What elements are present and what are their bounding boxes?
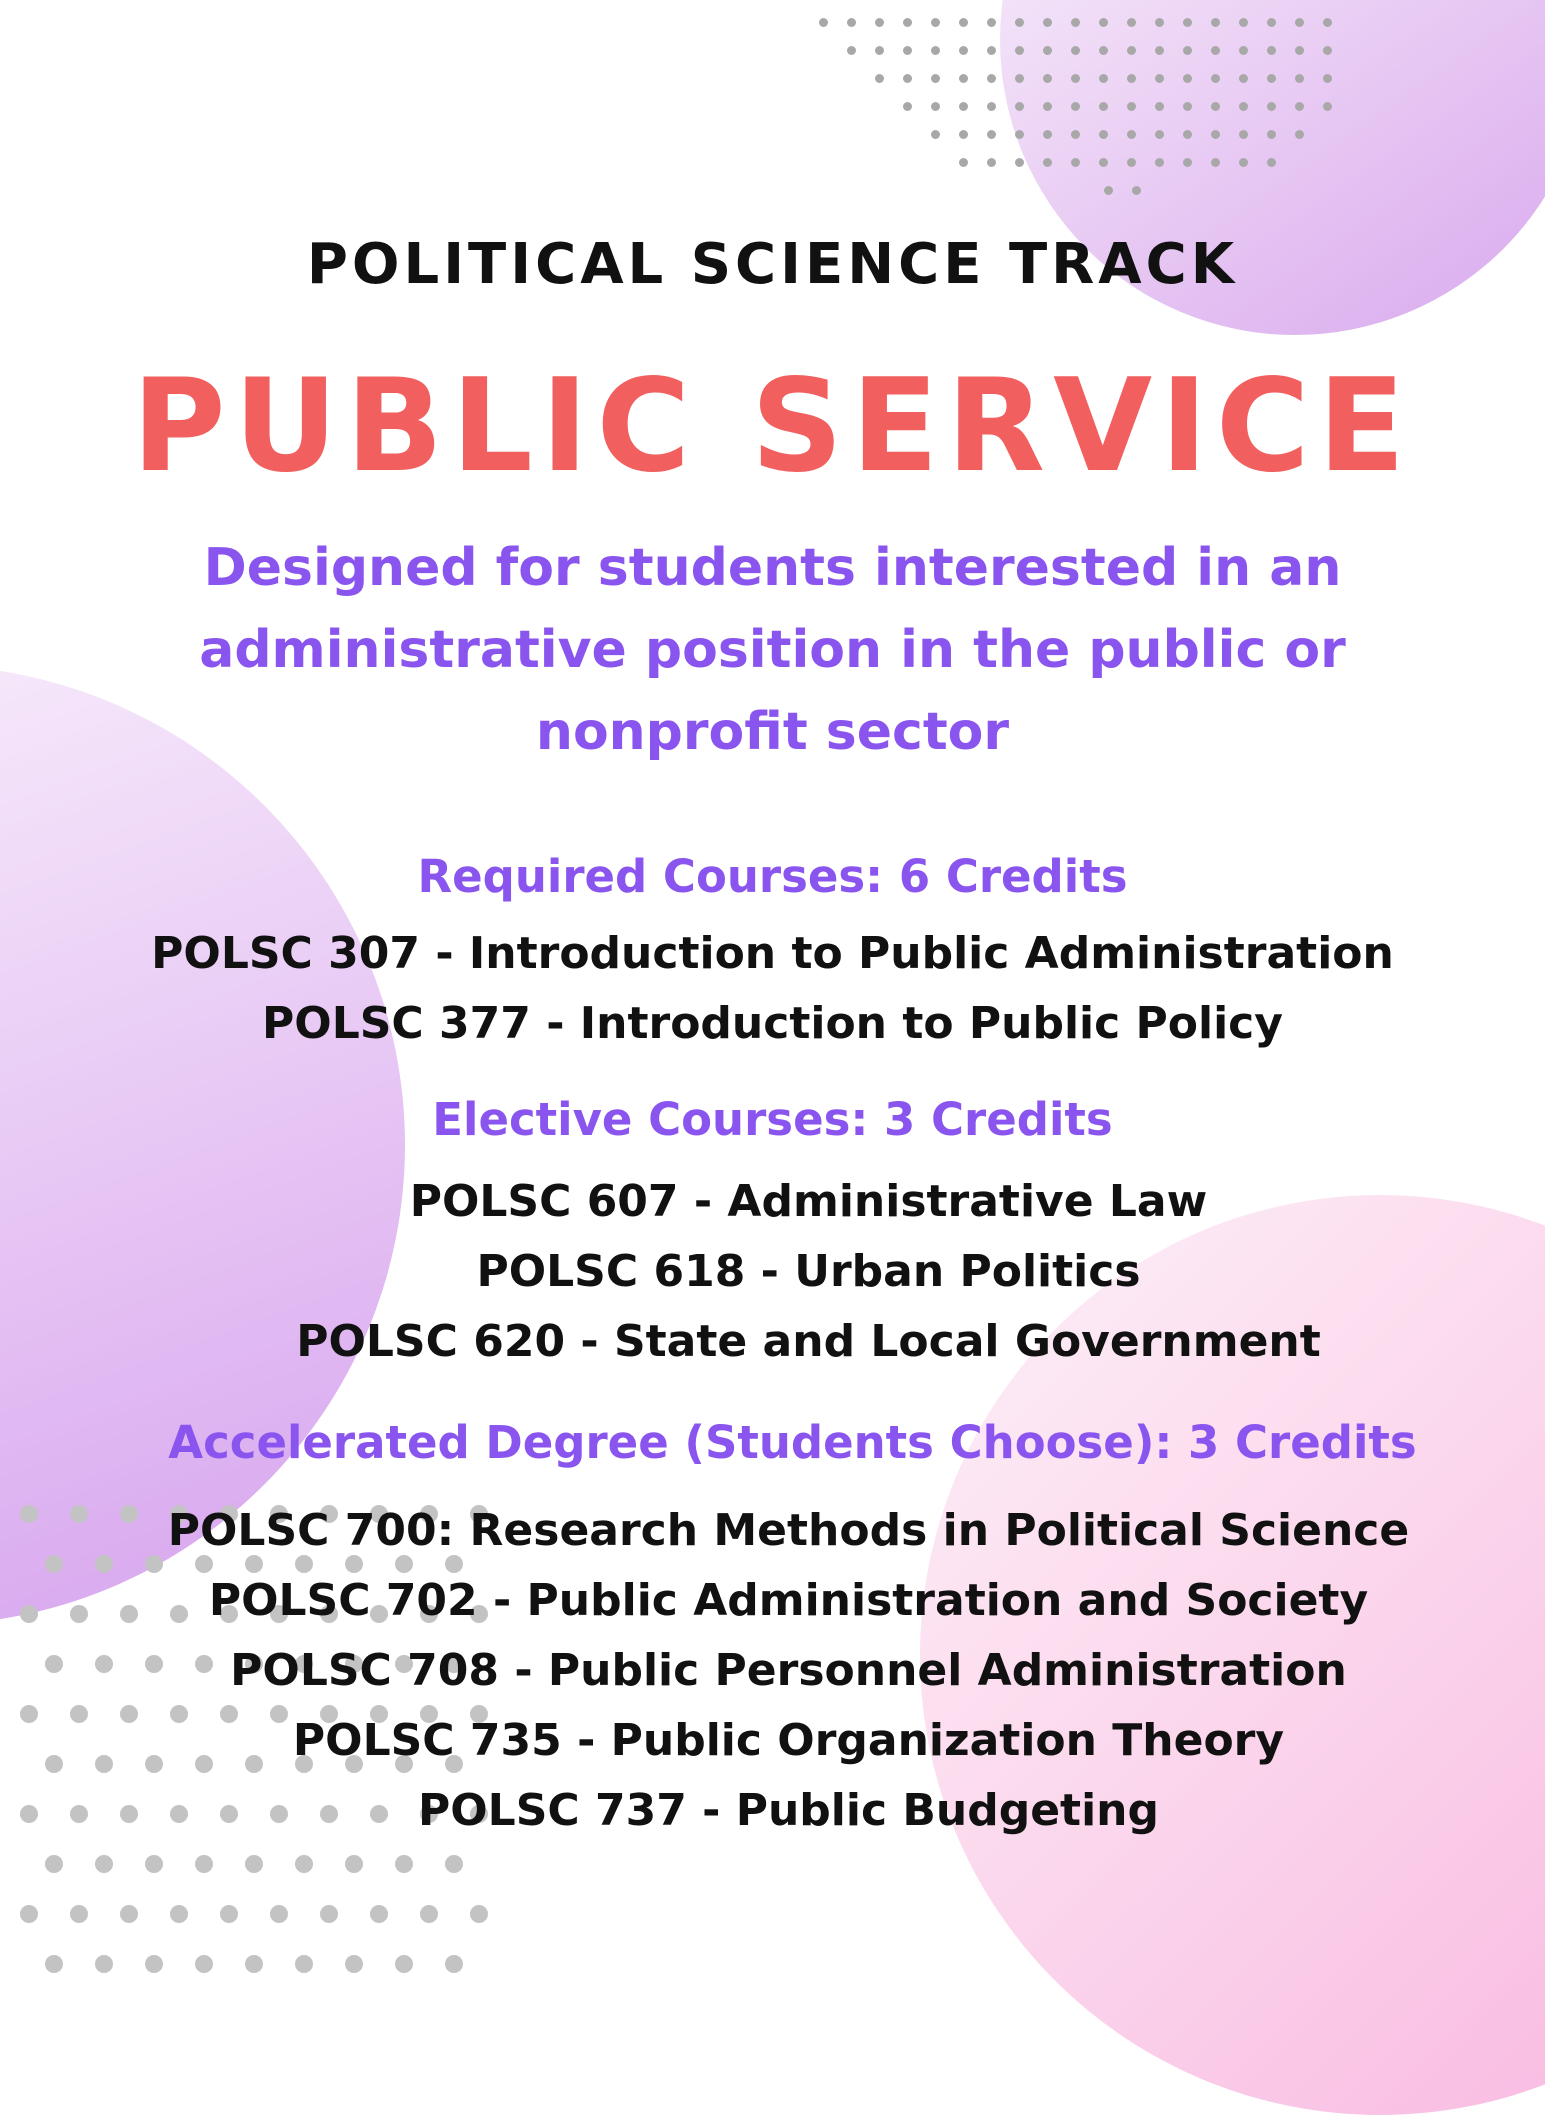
decorative-dot <box>220 1905 238 1923</box>
decorative-dot <box>95 1955 113 1973</box>
subtitle-line: Designed for students interested in an <box>203 538 1342 598</box>
decorative-dot <box>1239 74 1248 83</box>
decorative-dot <box>1127 130 1136 139</box>
decorative-dot <box>1132 186 1141 195</box>
decorative-dot <box>1239 46 1248 55</box>
decorative-dot <box>1015 74 1024 83</box>
decorative-dot <box>959 46 968 55</box>
decorative-dot <box>959 74 968 83</box>
decorative-dot <box>959 158 968 167</box>
decorative-dot <box>1183 158 1192 167</box>
decorative-dot <box>987 102 996 111</box>
decorative-dot <box>1211 158 1220 167</box>
decorative-dot <box>45 1955 63 1973</box>
decorative-dot <box>903 18 912 27</box>
decorative-dot <box>170 1905 188 1923</box>
decorative-dot <box>345 1555 363 1573</box>
decorative-dot <box>1155 158 1164 167</box>
course-item: POLSC 700: Research Methods in Political Science <box>167 1505 1410 1556</box>
decorative-dot <box>903 74 912 83</box>
decorative-dot <box>1267 46 1276 55</box>
decorative-dot <box>875 18 884 27</box>
decorative-dot <box>987 158 996 167</box>
course-item: POLSC 377 - Introduction to Public Policy <box>262 998 1283 1049</box>
section-heading-required: Required Courses: 6 Credits <box>417 850 1128 903</box>
decorative-dot <box>1295 46 1304 55</box>
decorative-dot <box>395 1955 413 1973</box>
decorative-dot <box>1015 102 1024 111</box>
decorative-dot <box>395 1555 413 1573</box>
decorative-dot <box>20 1905 38 1923</box>
decorative-dot <box>1323 18 1332 27</box>
decorative-dot <box>1043 158 1052 167</box>
decorative-dot <box>195 1555 213 1573</box>
decorative-dot <box>1071 130 1080 139</box>
decorative-dot <box>1267 158 1276 167</box>
decorative-dot <box>1043 130 1052 139</box>
decorative-dot <box>1267 18 1276 27</box>
subtitle-line: nonprofit sector <box>535 702 1010 762</box>
decorative-dot <box>1155 74 1164 83</box>
decorative-dot <box>1071 102 1080 111</box>
decorative-dot <box>245 1855 263 1873</box>
decorative-dot <box>819 18 828 27</box>
decorative-dot <box>45 1555 63 1573</box>
decorative-dot <box>95 1555 113 1573</box>
decorative-dot <box>1127 74 1136 83</box>
decorative-dot <box>295 1555 313 1573</box>
decorative-dot <box>903 102 912 111</box>
course-item: POLSC 307 - Introduction to Public Administration <box>151 928 1394 979</box>
decorative-dot <box>445 1955 463 1973</box>
decorative-dot <box>1071 158 1080 167</box>
decorative-dot <box>1155 102 1164 111</box>
decorative-dot <box>987 46 996 55</box>
decorative-dot <box>1211 102 1220 111</box>
decorative-dot <box>1211 18 1220 27</box>
decorative-dot <box>1043 46 1052 55</box>
decorative-dot <box>420 1905 438 1923</box>
decorative-dot <box>931 102 940 111</box>
decorative-dot <box>1267 74 1276 83</box>
decorative-dot <box>847 46 856 55</box>
decorative-dot <box>1099 46 1108 55</box>
course-item: POLSC 708 - Public Personnel Administration <box>230 1645 1347 1696</box>
decorative-dot <box>145 1955 163 1973</box>
decorative-dot <box>1239 158 1248 167</box>
decorative-dot <box>1183 46 1192 55</box>
decorative-dot <box>1183 102 1192 111</box>
page-title: PUBLIC SERVICE <box>131 352 1414 501</box>
decorative-dot <box>1323 46 1332 55</box>
decorative-dot <box>959 130 968 139</box>
decorative-dot <box>1015 158 1024 167</box>
decorative-dot <box>875 74 884 83</box>
decorative-dot <box>1295 74 1304 83</box>
track-label: POLITICAL SCIENCE TRACK <box>306 232 1239 297</box>
decorative-dot <box>1104 186 1113 195</box>
section-heading-accelerated: Accelerated Degree (Students Choose): 3 Credits <box>168 1416 1417 1469</box>
decorative-dot <box>1239 130 1248 139</box>
decorative-dot <box>847 18 856 27</box>
decorative-dot <box>1099 102 1108 111</box>
decorative-dot <box>1211 130 1220 139</box>
decorative-dot <box>295 1955 313 1973</box>
decorative-dot <box>1127 46 1136 55</box>
subtitle-line: administrative position in the public or <box>199 620 1346 680</box>
decorative-dot <box>395 1855 413 1873</box>
decorative-dot <box>959 18 968 27</box>
decorative-dot <box>931 46 940 55</box>
section-heading-elective: Elective Courses: 3 Credits <box>432 1093 1113 1146</box>
decorative-dot <box>320 1905 338 1923</box>
decorative-dot <box>1295 102 1304 111</box>
decorative-dot <box>1071 46 1080 55</box>
decorative-dot <box>1155 46 1164 55</box>
decorative-dot <box>1043 102 1052 111</box>
decorative-dot <box>1183 18 1192 27</box>
decorative-dot <box>931 74 940 83</box>
decorative-dot <box>145 1855 163 1873</box>
decorative-dot <box>1183 74 1192 83</box>
decorative-dot <box>295 1855 313 1873</box>
decorative-dot <box>70 1905 88 1923</box>
decorative-dot <box>1267 102 1276 111</box>
course-item: POLSC 737 - Public Budgeting <box>418 1785 1159 1836</box>
decorative-dot <box>1267 130 1276 139</box>
course-item: POLSC 620 - State and Local Government <box>296 1316 1321 1367</box>
decorative-dot <box>345 1955 363 1973</box>
decorative-dot <box>470 1905 488 1923</box>
decorative-dot <box>1211 46 1220 55</box>
decorative-dot <box>1323 74 1332 83</box>
decorative-dot <box>1127 158 1136 167</box>
course-item: POLSC 735 - Public Organization Theory <box>292 1715 1285 1766</box>
decorative-dot <box>1071 74 1080 83</box>
decorative-dot <box>245 1555 263 1573</box>
decorative-dot <box>95 1855 113 1873</box>
course-item: POLSC 607 - Administrative Law <box>409 1176 1208 1227</box>
decorative-dot <box>245 1955 263 1973</box>
decorative-dot <box>987 130 996 139</box>
decorative-dot <box>120 1905 138 1923</box>
course-item: POLSC 618 - Urban Politics <box>476 1246 1141 1297</box>
decorative-dot <box>1099 18 1108 27</box>
decorative-dot <box>270 1905 288 1923</box>
decorative-dot <box>1099 74 1108 83</box>
course-item: POLSC 702 - Public Administration and Society <box>208 1575 1369 1626</box>
decorative-dot <box>987 18 996 27</box>
decorative-dot <box>903 46 912 55</box>
decorative-dot <box>1183 130 1192 139</box>
decorative-dot <box>1099 158 1108 167</box>
decorative-dot <box>345 1855 363 1873</box>
decorative-dot <box>1099 130 1108 139</box>
decorative-dot <box>1155 130 1164 139</box>
decorative-dot <box>1071 18 1080 27</box>
decorative-dot <box>1295 130 1304 139</box>
decorative-dot <box>1155 18 1164 27</box>
decorative-dot <box>959 102 968 111</box>
decorative-dot <box>1211 74 1220 83</box>
decorative-dot <box>875 46 884 55</box>
decorative-dot <box>1015 46 1024 55</box>
decorative-dot <box>1295 18 1304 27</box>
decorative-dot <box>987 74 996 83</box>
decorative-dot <box>1127 18 1136 27</box>
decorative-dot <box>1015 130 1024 139</box>
decorative-dot <box>145 1555 163 1573</box>
decorative-dot <box>1127 102 1136 111</box>
decorative-dot <box>45 1855 63 1873</box>
decorative-dot <box>445 1855 463 1873</box>
decorative-dot <box>1239 18 1248 27</box>
decorative-dot <box>445 1555 463 1573</box>
decorative-dot <box>931 130 940 139</box>
decorative-dot <box>1043 18 1052 27</box>
decorative-dot <box>1323 102 1332 111</box>
decorative-dot <box>931 18 940 27</box>
decorative-dot <box>1043 74 1052 83</box>
decorative-dot <box>195 1855 213 1873</box>
decorative-dot <box>1015 18 1024 27</box>
decorative-dot <box>195 1955 213 1973</box>
decorative-dot <box>370 1905 388 1923</box>
decorative-dot <box>1239 102 1248 111</box>
